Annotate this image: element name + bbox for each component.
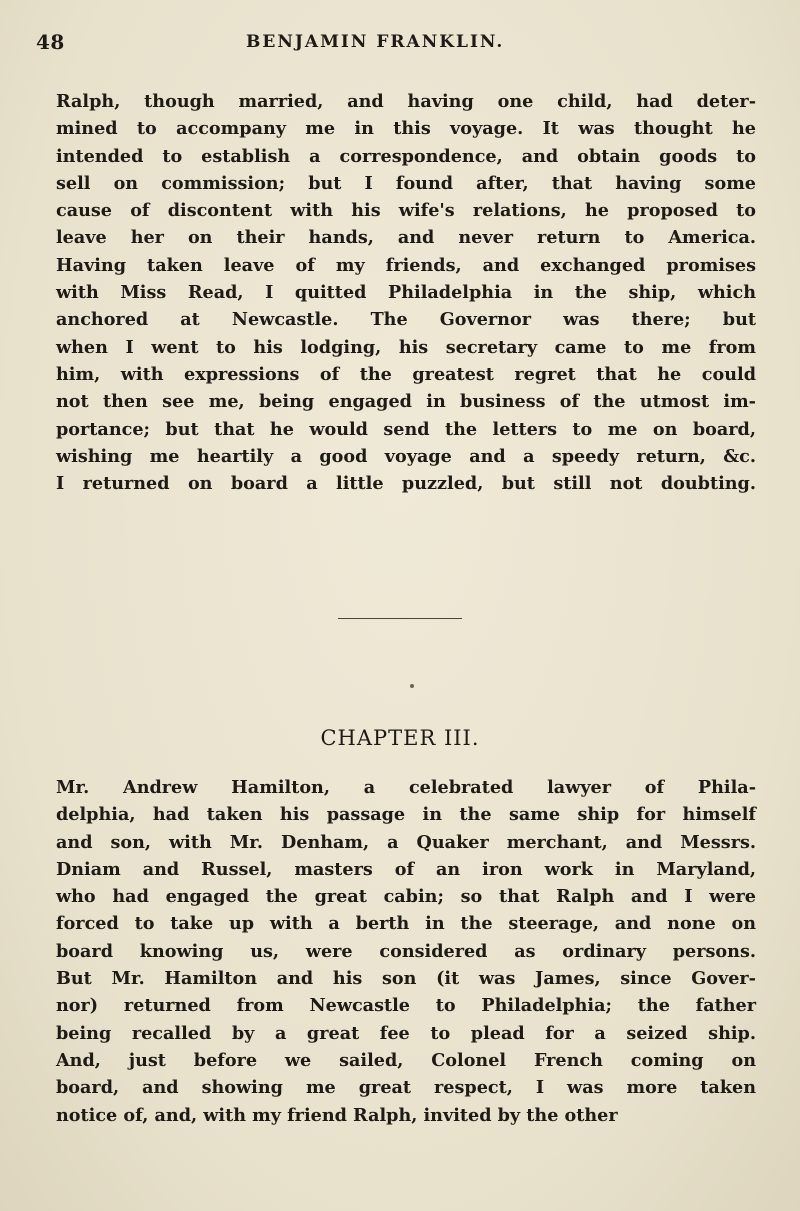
text-line: sell on commission; but I found after, that having some — [56, 172, 756, 194]
text-line: nor) returned from Newcastle to Philadelphia; the father — [56, 995, 756, 1017]
page-number: 48 — [36, 30, 65, 54]
text-line: But Mr. Hamilton and his son (it was James, since Gover- — [56, 968, 756, 990]
text-line: portance; but that he would send the letters to me on board, — [56, 418, 756, 440]
text-line: who had engaged the great cabin; so that Ralph and I were — [56, 886, 756, 908]
text-line: mined to accompany me in this voyage. It was thought he — [56, 118, 756, 140]
text-line: leave her on their hands, and never return to America. — [56, 227, 756, 249]
ornament-dot — [410, 684, 414, 688]
text-line: intended to establish a correspondence, and obtain goods to — [56, 145, 756, 167]
text-line: with Miss Read, I quitted Philadelphia in the ship, which — [56, 282, 756, 304]
paragraph-1 — [56, 88, 756, 497]
text-line: delphia, had taken his passage in the same ship for himself — [56, 804, 756, 826]
text-line: Dniam and Russel, masters of an iron work in Maryland, — [56, 858, 756, 880]
text-line: anchored at Newcastle. The Governor was there; but — [56, 309, 756, 331]
text-line: And, just before we sailed, Colonel French coming on — [56, 1049, 756, 1071]
section-divider — [338, 618, 462, 619]
text-line: Ralph, though married, and having one child, had deter- — [56, 91, 756, 112]
text-line: being recalled by a great fee to plead for a seized ship. — [56, 1022, 756, 1044]
text-line: not then see me, being engaged in business of the utmost im- — [56, 391, 756, 413]
text-line: wishing me heartily a good voyage and a speedy return, &c. — [56, 445, 756, 467]
text-line: Having taken leave of my friends, and exchanged promises — [56, 254, 756, 276]
text-line: him, with expressions of the greatest regret that he could — [56, 363, 756, 385]
text-line: board, and showing me great respect, I was more taken — [56, 1077, 756, 1099]
text-line: when I went to his lodging, his secretary came to me from — [56, 336, 756, 358]
text-line: cause of discontent with his wife's relations, he proposed to — [56, 200, 756, 222]
text-line: notice of, and, with my friend Ralph, invited by the other — [56, 1104, 618, 1126]
text-line: forced to take up with a berth in the steerage, and none on — [56, 913, 756, 935]
paragraph-2 — [56, 774, 756, 1129]
running-head: BENJAMIN FRANKLIN. — [246, 32, 505, 52]
text-line: I returned on board a little puzzled, but still not doubting. — [56, 473, 756, 495]
text-line: board knowing us, were considered as ordinary persons. — [56, 940, 756, 962]
text-line: and son, with Mr. Denham, a Quaker merchant, and Messrs. — [56, 831, 756, 853]
page-header — [36, 30, 776, 58]
text-line: Mr. Andrew Hamilton, a celebrated lawyer of Phila- — [56, 777, 756, 798]
chapter-heading: CHAPTER III. — [320, 726, 480, 750]
